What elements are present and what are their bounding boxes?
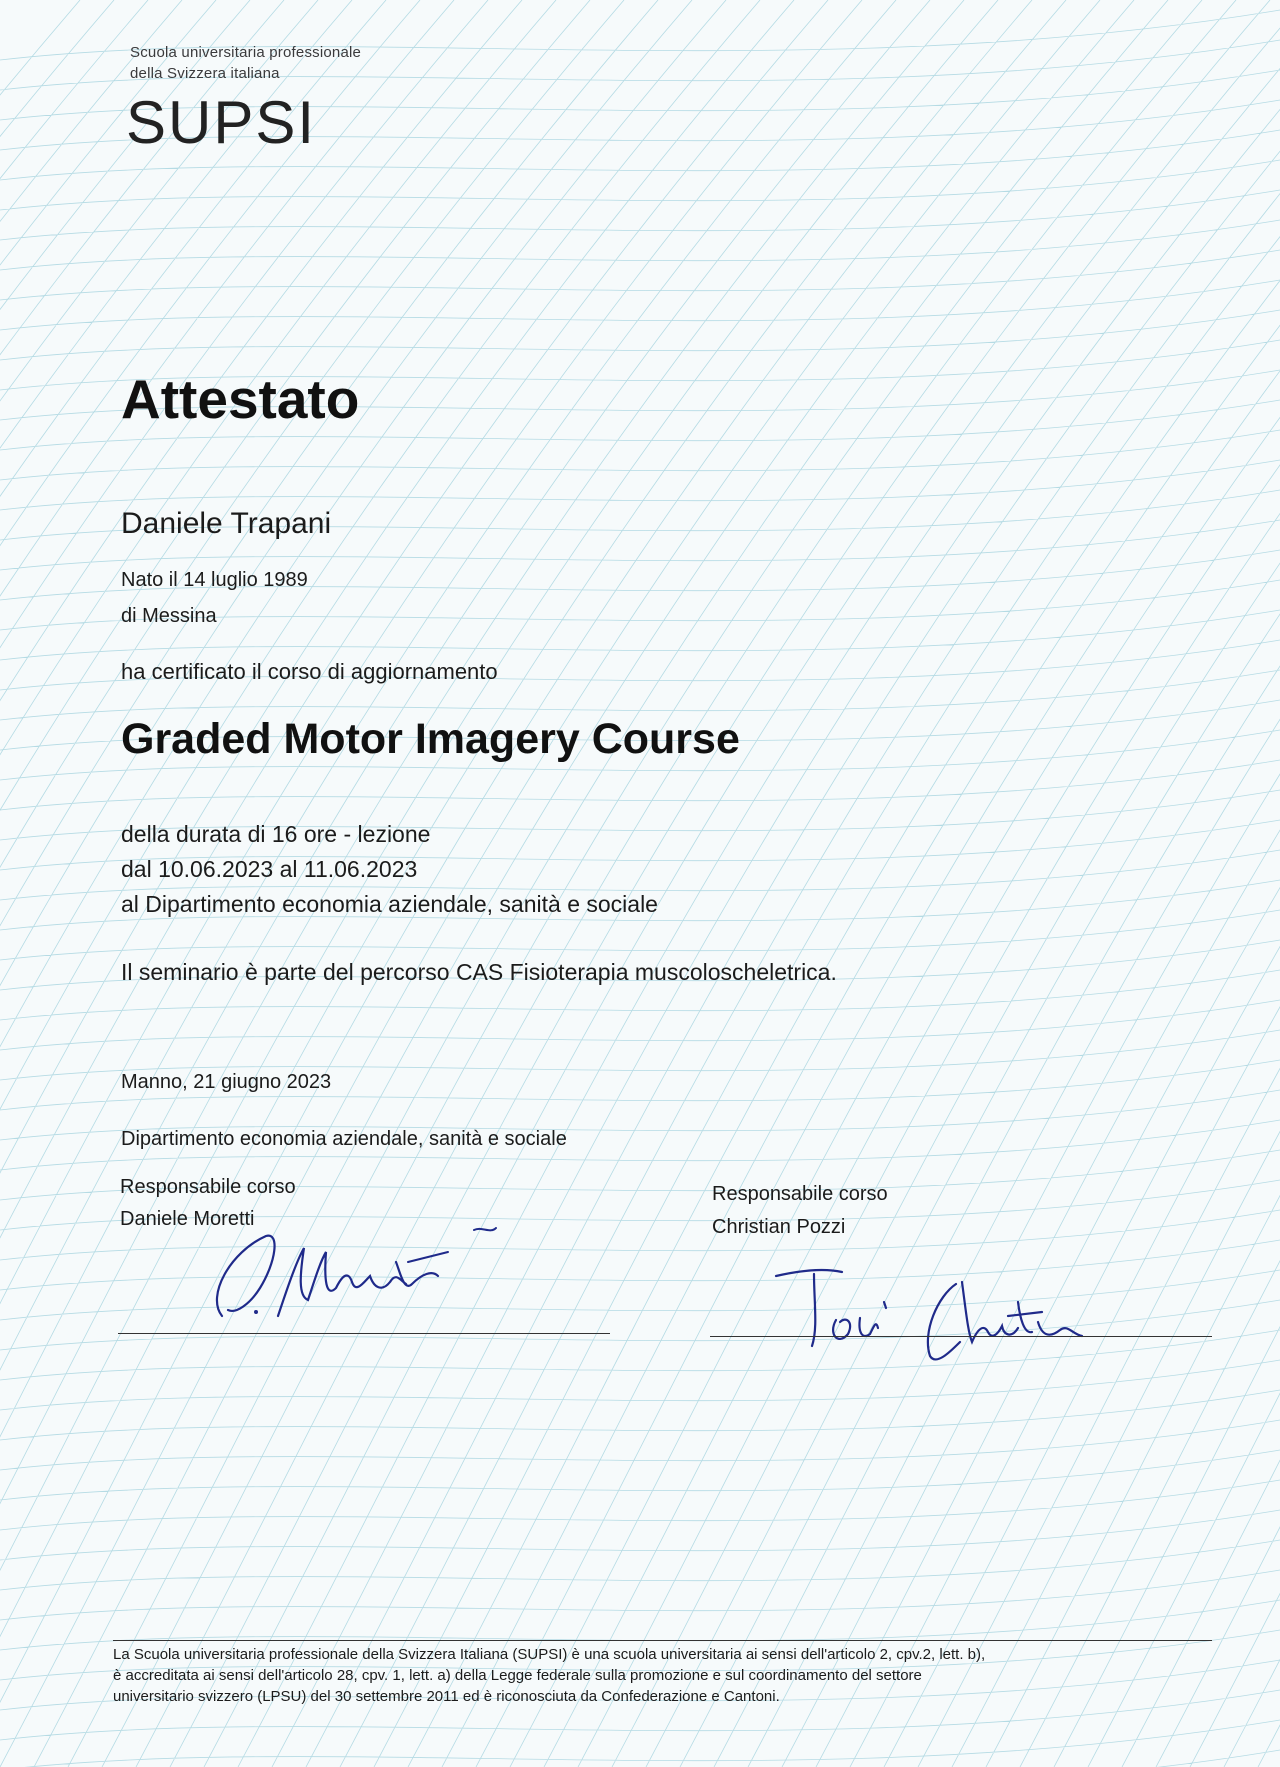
certificate-title: Attestato xyxy=(121,368,360,430)
legal-footer xyxy=(113,1644,1213,1707)
legal-footer-line-2: è accreditata ai sensi dell'articolo 28, cpv. 1, lett. a) della Legge federale sulla promozione e sul coordinamento del settore xyxy=(113,1667,922,1684)
signature-2 xyxy=(772,1262,1102,1372)
seminar-note: Il seminario è parte del percorso CAS Fisioterapia muscoloscheletrica. xyxy=(121,959,837,985)
signature-2-line xyxy=(710,1336,1212,1337)
signatory-1-role: Responsabile corso xyxy=(120,1176,296,1198)
supsi-logo: SUPSI xyxy=(126,89,317,156)
institution-name-line-2: della Svizzera italiana xyxy=(130,65,280,82)
course-duration: della durata di 16 ore - lezione xyxy=(121,821,431,847)
signatory-2-role: Responsabile corso xyxy=(712,1183,888,1205)
institution-name-line-1: Scuola universitaria professionale xyxy=(130,44,362,61)
course-department: al Dipartimento economia aziendale, sanità e sociale xyxy=(121,891,658,917)
course-title: Graded Motor Imagery Course xyxy=(121,715,740,763)
birth-place: di Messina xyxy=(121,605,217,627)
birth-date: Nato il 14 luglio 1989 xyxy=(121,569,308,591)
signature-1 xyxy=(200,1222,520,1332)
signatory-1-name: Daniele Moretti xyxy=(120,1208,255,1230)
footer-rule xyxy=(113,1640,1212,1641)
signatory-2-name: Christian Pozzi xyxy=(712,1216,846,1238)
recipient-name: Daniele Trapani xyxy=(121,507,332,540)
legal-footer-line-3: universitario svizzero (LPSU) del 30 settembre 2011 ed è riconosciuta da Confederazione e Cantoni. xyxy=(113,1688,780,1705)
signature-1-line xyxy=(118,1333,610,1334)
course-dates: dal 10.06.2023 al 11.06.2023 xyxy=(121,856,418,882)
certified-statement: ha certificato il corso di aggiornamento xyxy=(121,659,498,684)
legal-footer-line-1: La Scuola universitaria professionale della Svizzera Italiana (SUPSI) è una scuola universitaria ai sensi dell'articolo 2, cpv.2, lett. b), xyxy=(113,1646,986,1663)
issue-place-date: Manno, 21 giugno 2023 xyxy=(121,1071,332,1093)
issue-department: Dipartimento economia aziendale, sanità e sociale xyxy=(121,1128,567,1150)
